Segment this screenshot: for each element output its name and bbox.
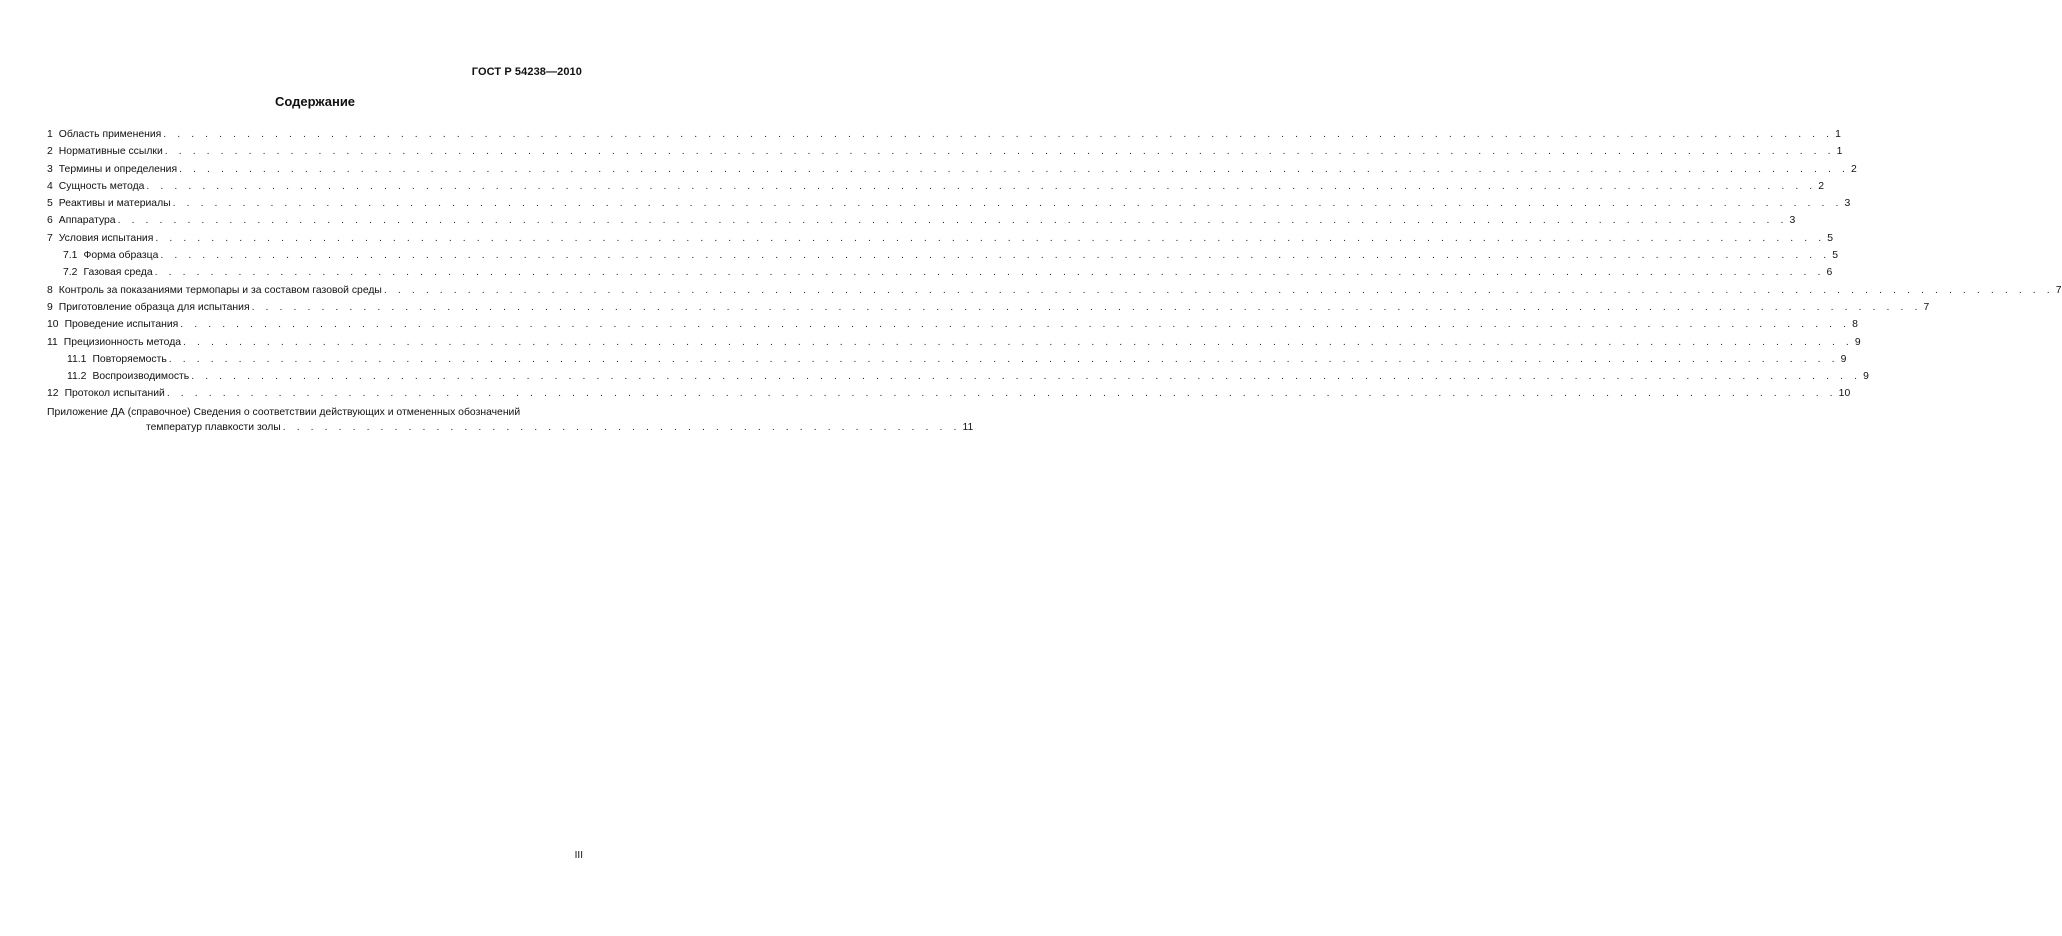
toc-entry-page: 10 — [1838, 388, 1851, 400]
toc-entry[interactable] — [47, 230, 1834, 247]
toc-entry-title: Воспроизводимость — [92, 371, 190, 383]
toc-entry-title: Прецизионность метода — [63, 336, 182, 348]
toc-entry[interactable] — [47, 195, 1851, 212]
toc-entry-number: 11 — [47, 336, 58, 348]
toc-entry-page: 6 — [1826, 267, 1833, 279]
leader-dots: . . . . . . . . . . . . . . . . . . . . . . . . . . . . . . . . . . . . . . . . . . . . . . . . . . . . . . . . . . . . . . . . . . . . . . . . . . . . . . . . . . . . . . . . . . . . . . . . . . . . . . . . . . . . . . . . . . . . . . . . — [168, 353, 1839, 365]
leader-dots: . . . . . . . . . . . . . . . . . . . . . . . . . . . . . . . . . . . . . . . . . . . . . . . . . . . . . . . . . . . . . . . . . . . . . . . . . . . . . . . . . . . . . . . . . . . . . . . . . . . . . . . . . . . . . . . . . . . . . . . . — [163, 129, 1834, 140]
toc-entry-number: 5 — [47, 198, 53, 210]
toc-entry-page: 1 — [1836, 146, 1843, 158]
toc-entry-number: 3 — [47, 163, 53, 175]
toc-entry[interactable] — [47, 334, 1861, 351]
toc-entry-page: 8 — [1852, 319, 1858, 331]
toc-entry-title: Проведение испытания — [64, 319, 179, 331]
appendix-subtitle: температур плавкости золы — [146, 421, 281, 433]
toc-entry[interactable] — [47, 385, 1851, 402]
toc-entry-page: 9 — [1863, 371, 1869, 383]
leader-dots: . . . . . . . . . . . . . . . . . . . . . . . . . . . . . . . . . . . . . . . . . . . . . . . . . . . . . . . . . . . . . . . . . . . . . . . . . . . . . . . . . . . . . . . . . . . . . . . . . . . . . . . . . . . . . . . . . . . . . . . . — [164, 146, 1835, 158]
toc-entry[interactable] — [47, 178, 1825, 195]
leader-dots: . . . . . . . . . . . . . . . . . . . . . . . . . . . . . . . . . . . . . . . . . . . . . . . . . . . . . . . . . . . . . . . . . . . . . . . . . . . . . . . . . . . . . . . . . . . . . . . . . . . . . . . . . . . . . . . . . . . . . . . . — [180, 319, 1851, 331]
leader-dots: . . . . . . . . . . . . . . . . . . . . . . . . . . . . . . . . . . . . . . . . . . . . . . . . . . . . . . . . . . . . . . . . . . . . . . . . . . . . . . . . . . . . . . . . . . . . . . . . . . . . . . . . . . . . . . . . . . . . . . . . — [117, 215, 1788, 227]
toc-entry-page: 7 — [1923, 301, 1930, 313]
toc-entry-title: Область применения — [58, 129, 162, 140]
toc-entry[interactable] — [47, 299, 1930, 316]
toc-appendix-entry[interactable] — [47, 405, 974, 435]
toc-entry-page: 2 — [1850, 163, 1857, 175]
toc-entry-page: 2 — [1818, 180, 1825, 192]
leader-dots: . . . . . . . . . . . . . . . . . . . . . . . . . . . . . . . . . . . . . . . . . . . . . . . . . . . . . . . . . . . . . . . . . . . . . . . . . . . . . . . . . . . . . . . . . . . . . . . . . . . . . . . . . . . . . . . . . . . . . . . . — [383, 284, 2054, 296]
toc-entry-title: Условия испытания — [58, 232, 154, 244]
toc-entry-number: 9 — [47, 301, 53, 313]
toc-entry-number: 11.1 — [67, 353, 87, 365]
toc-entry-number: 10 — [47, 319, 59, 331]
appendix-page: 11 — [962, 421, 974, 433]
leader-dots: . . . . . . . . . . . . . . . . . . . . . . . . . . . . . . . . . . . . . . . . . . . . . . . . . . . . . . . . . . . . . . . . . . . . . . . . . . . . . . . . . . . . . . . . . . . . . . . . . . . . . . . . . . . . . . . . . . . . . . . . — [179, 163, 1849, 175]
toc-entry-number: 6 — [47, 215, 53, 227]
page-title: Содержание — [274, 94, 356, 109]
toc-entry-page: 1 — [1835, 129, 1841, 140]
toc-entry-title: Сущность метода — [58, 180, 145, 192]
toc-entry-title: Приготовление образца для испытания — [58, 301, 250, 313]
toc-entry-title: Повторяемость — [92, 353, 167, 365]
document-code: ГОСТ Р 54238—2010 — [471, 66, 582, 78]
toc-entry-number: 2 — [47, 146, 53, 158]
toc-entry[interactable] — [47, 316, 1858, 333]
leader-dots: . . . . . . . . . . . . . . . . . . . . . . . . . . . . . . . . . . . . . . . . . . . . . . . . . . . . . . . . . . . . . . . . . . . . . . . . . . . . . . . . . . . . . . . . . . . . . . . . . . . . . . . . . . . . . . . . . . . . . . . . — [172, 198, 1843, 210]
appendix-title: Приложение ДА (справочное) Сведения о соответствии действующих и отмененных обозначений — [47, 406, 521, 418]
leader-dots: . . . . . . . . . . . . . . . . . . . . . . . . . . . . . . . . . . . . . . . . . . . . . . . . . — [282, 421, 961, 433]
toc-entry-number: 1 — [47, 129, 53, 140]
page-number: III — [574, 850, 583, 861]
toc-entry-title: Аппаратура — [58, 215, 116, 227]
leader-dots: . . . . . . . . . . . . . . . . . . . . . . . . . . . . . . . . . . . . . . . . . . . . . . . . . . . . . . . . . . . . . . . . . . . . . . . . . . . . . . . . . . . . . . . . . . . . . . . . . . . . . . . . . . . . . . . . . . . . . . . . — [166, 388, 1837, 400]
toc-entry-title: Нормативные ссылки — [58, 146, 163, 158]
toc-entry-page: 9 — [1854, 336, 1861, 348]
toc-entry-page: 3 — [1789, 215, 1796, 227]
toc-entry[interactable] — [47, 368, 1869, 385]
toc-entry[interactable] — [47, 161, 1857, 178]
toc-entry[interactable] — [47, 126, 1841, 143]
toc-entry-title: Газовая среда — [83, 267, 153, 279]
toc-entry[interactable] — [47, 282, 2062, 299]
toc-entry[interactable] — [47, 212, 1796, 229]
table-of-contents — [47, 126, 2062, 435]
toc-entry-title: Термины и определения — [58, 163, 178, 175]
leader-dots: . . . . . . . . . . . . . . . . . . . . . . . . . . . . . . . . . . . . . . . . . . . . . . . . . . . . . . . . . . . . . . . . . . . . . . . . . . . . . . . . . . . . . . . . . . . . . . . . . . . . . . . . . . . . . . . . . . . . . . . . — [160, 250, 1831, 262]
toc-entry-title: Реактивы и материалы — [58, 198, 171, 210]
toc-entry-number: 7.1 — [63, 250, 78, 262]
leader-dots: . . . . . . . . . . . . . . . . . . . . . . . . . . . . . . . . . . . . . . . . . . . . . . . . . . . . . . . . . . . . . . . . . . . . . . . . . . . . . . . . . . . . . . . . . . . . . . . . . . . . . . . . . . . . . . . . . . . . . . . . — [183, 336, 1853, 348]
leader-dots: . . . . . . . . . . . . . . . . . . . . . . . . . . . . . . . . . . . . . . . . . . . . . . . . . . . . . . . . . . . . . . . . . . . . . . . . . . . . . . . . . . . . . . . . . . . . . . . . . . . . . . . . . . . . . . . . . . . . . . . . — [155, 232, 1826, 244]
toc-entry-page: 7 — [2055, 284, 2062, 296]
toc-entry-page: 9 — [1840, 353, 1847, 365]
toc-entry-page: 3 — [1844, 198, 1851, 210]
toc-entry-page: 5 — [1827, 232, 1834, 244]
toc-entry[interactable] — [47, 264, 1833, 281]
toc-entry-title: Контроль за показаниями термопары и за составом газовой среды — [58, 284, 382, 296]
leader-dots: . . . . . . . . . . . . . . . . . . . . . . . . . . . . . . . . . . . . . . . . . . . . . . . . . . . . . . . . . . . . . . . . . . . . . . . . . . . . . . . . . . . . . . . . . . . . . . . . . . . . . . . . . . . . . . . . . . . . . . . . — [251, 301, 1922, 313]
toc-entry-title: Форма образца — [83, 250, 159, 262]
toc-entry[interactable] — [47, 143, 1843, 160]
toc-entry-number: 11.2 — [67, 371, 87, 383]
toc-entry-number: 4 — [47, 180, 53, 192]
toc-entry[interactable] — [47, 247, 1839, 264]
toc-entry-number: 12 — [47, 388, 59, 400]
leader-dots: . . . . . . . . . . . . . . . . . . . . . . . . . . . . . . . . . . . . . . . . . . . . . . . . . . . . . . . . . . . . . . . . . . . . . . . . . . . . . . . . . . . . . . . . . . . . . . . . . . . . . . . . . . . . . . . . . . . . . . . . — [146, 180, 1817, 192]
toc-entry-number: 7 — [47, 232, 53, 244]
toc-entry-number: 7.2 — [63, 267, 78, 279]
toc-entry-title: Протокол испытаний — [64, 388, 165, 400]
leader-dots: . . . . . . . . . . . . . . . . . . . . . . . . . . . . . . . . . . . . . . . . . . . . . . . . . . . . . . . . . . . . . . . . . . . . . . . . . . . . . . . . . . . . . . . . . . . . . . . . . . . . . . . . . . . . . . . . . . . . . . . . — [154, 267, 1825, 279]
toc-entry-page: 5 — [1832, 250, 1839, 262]
toc-entry-number: 8 — [47, 284, 53, 296]
leader-dots: . . . . . . . . . . . . . . . . . . . . . . . . . . . . . . . . . . . . . . . . . . . . . . . . . . . . . . . . . . . . . . . . . . . . . . . . . . . . . . . . . . . . . . . . . . . . . . . . . . . . . . . . . . . . . . . . . . . . . . . . — [191, 371, 1862, 383]
toc-entry[interactable] — [47, 351, 1847, 368]
